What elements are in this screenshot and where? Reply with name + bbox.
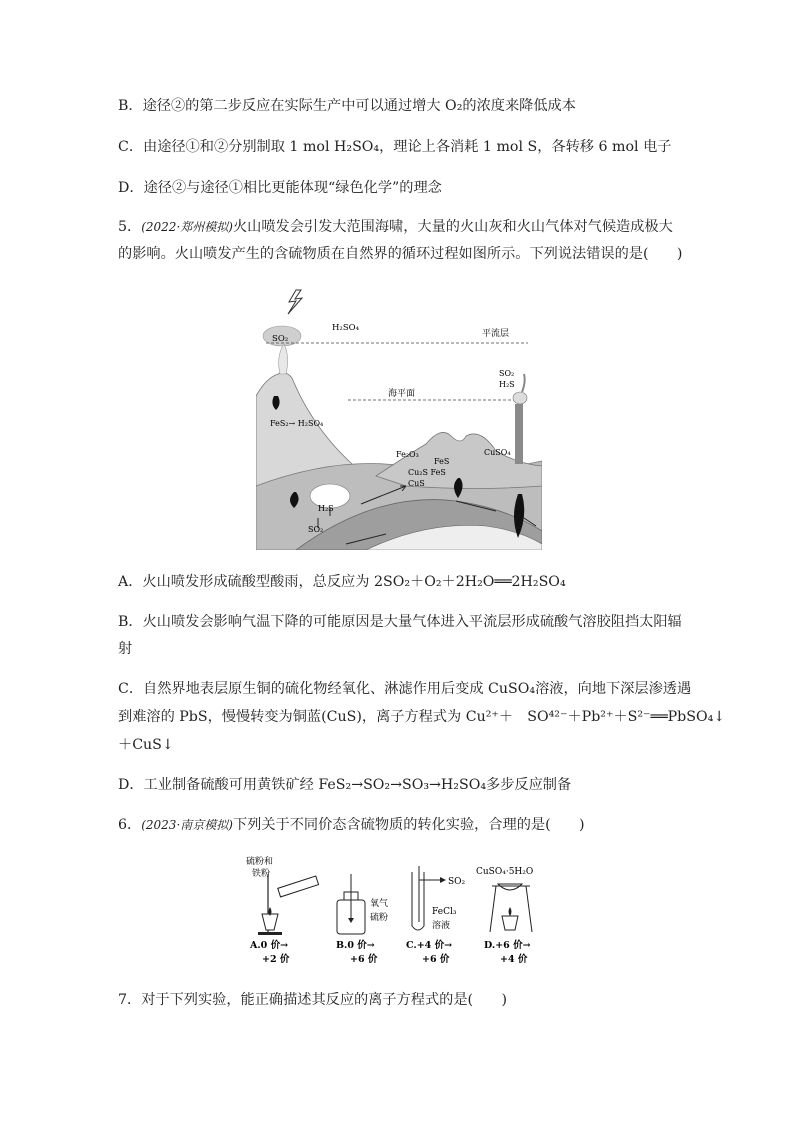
caption-a-2: +2 价 [262,954,290,965]
label-h2so4-top: H₂SO₄ [332,323,360,333]
label-a-1: 硫粉和 [246,857,274,867]
q5-stem-text: 火山喷发会引发大范围海啸，大量的火山灰和火山气体对气候造成极大的影响。火山喷发产生的含硫物质在自然界的循环过程如图所示。下列说法错误的是( ) [118,219,683,262]
label-h2s-right: H₂S [499,380,515,389]
q5-number: 5． [118,219,142,235]
label-c-1: FeCl₃ [432,907,457,917]
label-fe2o3: Fe₂O₃ [396,450,419,459]
q5-stem [118,214,684,268]
right-vent [515,404,523,464]
label-h2s-bottom: H₂S [318,504,334,513]
label-d: CuSO₄·5H₂O [476,867,534,877]
q6-source: (2023·南京模拟) [141,818,233,832]
apparatus-d [476,867,533,932]
q7-stem [118,990,507,1010]
q4-option-c: C．由途径①和②分别制取 1 mol H₂SO₄，理论上各消耗 1 mol S，各转移 6 mol 电子 [118,139,672,155]
q7-stem-text: 对于下列实验，能正确描述其反应的离子方程式的是( ) [141,992,507,1008]
q5-option-d: D．工业制备硫酸可用黄铁矿经 FeS₂→SO₂→SO₃→H₂SO₄多步反应制备 [118,777,572,793]
label-a-2: 铁粉 [252,869,271,879]
label-c-2: 溶液 [432,921,451,931]
q4-option-d: D．途径②与途径①相比更能体现“绿色化学”的理念 [118,180,442,196]
caption-d-1: D.+6 价→ [484,940,531,951]
q4-option-b: B．途径②的第二步反应在实际生产中可以通过增大 O₂的浓度来降低成本 [118,98,576,114]
q5-option-c-line1: C．自然界地表层原生铜的硫化物经氧化、淋滤作用后变成 CuSO₄溶液，向地下深层渗透遇 [118,681,692,697]
q5-option-b-line2: 射 [118,641,133,657]
q6-stem [118,815,585,835]
caption-b-1: B.0 价→ [336,940,375,951]
apparatus-c [412,866,466,931]
label-fes2-arrow: FeS₂→ H₂SO₄ [270,419,324,428]
label-cus: CuS [408,479,425,488]
caption-a-1: A.0 价→ [250,940,289,951]
label-so2-top: SO₂ [272,334,289,344]
q5-option-c-line2: 到难溶的 PbS，慢慢转变为铜蓝(CuS)，离子方程式为 Cu²⁺＋ SO⁴²⁻＋Pb²⁺＋S²⁻══PbSO₄↓ [118,709,726,725]
q5-option-c-line3: ＋CuS↓ [118,737,174,753]
label-sea-level: 海平面 [388,389,416,399]
label-so2-right: SO₂ [499,369,515,378]
label-c-so2: SO₂ [448,877,466,887]
apparatus-figure [240,852,560,972]
q5-option-a: A．火山喷发形成硫酸型酸雨，总反应为 2SO₂＋O₂＋2H₂O══2H₂SO₄ [118,574,566,590]
apparatus-b [337,874,388,934]
label-cu2s-fes: Cu₂S FeS [408,468,446,477]
caption-c-1: C.+4 价→ [406,940,453,951]
label-so2-bottom: SO₂ [308,525,324,534]
q5-source: (2022·郑州模拟) [141,220,233,234]
label-b-1: 氧气 [370,899,389,909]
q5-option-b-line1: B．火山喷发会影响气温下降的可能原因是大量气体进入平流层形成硫酸气溶胶阻挡太阳辐 [118,614,682,630]
label-cuso4: CuSO₄ [484,448,511,457]
q7-number: 7． [118,992,142,1008]
caption-b-2: +6 价 [350,954,378,965]
label-fes-1: FeS [434,457,450,466]
q6-number: 6． [118,817,142,833]
apparatus-a [246,855,319,935]
caption-c-2: +6 价 [422,954,450,965]
caption-d-2: +4 价 [500,954,528,965]
sulfur-cycle-diagram [256,286,542,550]
label-b-2: 硫粉 [370,913,389,923]
q6-stem-text: 下列关于不同价态含硫物质的转化实验，合理的是( ) [232,817,585,833]
label-stratosphere: 平流层 [482,329,510,339]
